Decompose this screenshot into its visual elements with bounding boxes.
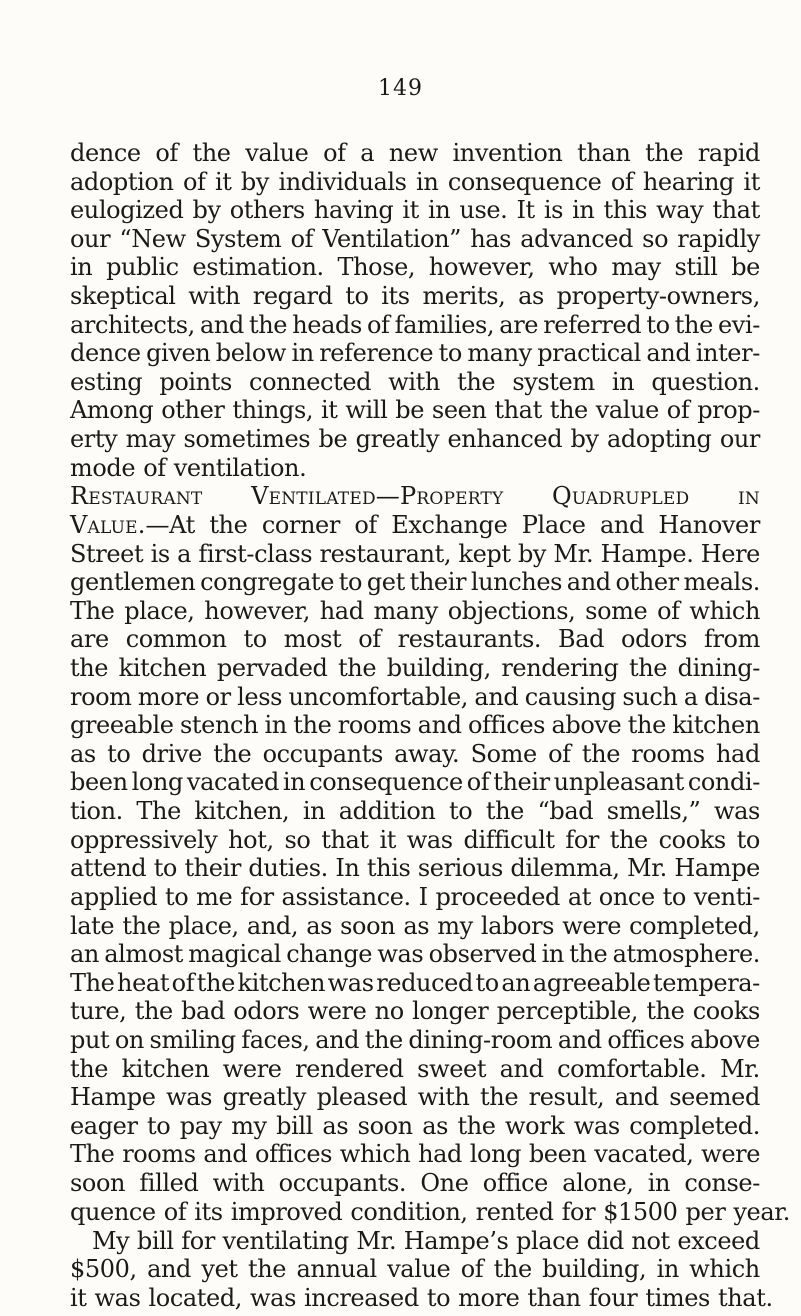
text-line: put on smiling faces, and the dining-room and offices above [70,1025,760,1054]
text-line: the kitchen were rendered sweet and comfortable. Mr. [70,1054,760,1083]
page-number: 149 [378,76,423,101]
text-line: our “New System of Ventilation” has advanced so rapidly [70,224,760,253]
text-line: in public estimation. Those, however, who may still be [70,253,760,282]
text-line: it was located, was increased to more than four times that. [70,1283,773,1312]
text-line: oppressively hot, so that it was difficult for the cooks to [70,825,760,854]
text-line: greeable stench in the rooms and offices above the kitchen [70,711,760,740]
text-line: dence of the value of a new invention than the rapid [70,139,760,167]
body-paragraph [70,539,790,1227]
text-line: The place, however, had many objections, some of which [70,596,760,625]
text-line: late the place, and, as soon as my labors were completed, [70,911,760,940]
section-heading-paragraph [70,482,760,539]
intro-paragraph [70,139,760,482]
text-line: tion. The kitchen, in addition to the “bad smells,” was [70,797,760,826]
text-line: architects, and the heads of families, are referred to the evi- [70,310,760,339]
heading-line: Value.—At the corner of Exchange Place and Hanover [70,511,760,539]
text-line: attend to their duties. In this serious dilemma, Mr. Hampe [70,854,760,883]
text-line: eager to pay my bill as soon as the work was completed. [70,1111,760,1140]
text-line: quence of its improved condition, rented for $1500 per year. [70,1197,790,1226]
text-line: adoption of it by individuals in consequence of hearing it [70,167,760,196]
text-line: esting points connected with the system in question. [70,367,760,396]
text-line: dence given below in reference to many practical and inter- [70,339,760,368]
text-line: as to drive the occupants away. Some of the rooms had [70,739,760,768]
text-line: been long vacated in consequence of their unpleasant condi- [70,768,760,797]
text-line: ture, the bad odors were no longer perceptible, the cooks [70,997,760,1026]
text-line: gentlemen congregate to get their lunches and other meals. [70,568,760,597]
text-line: Among other things, it will be seen that the value of prop- [70,396,760,425]
section-heading-cont: Value. [70,511,146,539]
text-line: room more or less uncomfortable, and causing such a disa- [70,682,760,711]
text-line: mode of ventilation. [70,453,307,482]
heading-line: Restaurant Ventilated—Property Quadrupled in [70,482,760,511]
text-line: My bill for ventilating Mr. Hampe’s place did not exceed [92,1226,760,1255]
text-line: the kitchen pervaded the building, rendering the dining- [70,654,760,683]
text-line: erty may sometimes be greatly enhanced by adopting our [70,425,760,454]
text-line: soon filled with occupants. One office alone, in conse- [70,1169,760,1197]
text-line: Hampe was greatly pleased with the result, and seemed [70,1083,760,1112]
text-line: applied to me for assistance. I proceeded at once to venti- [70,882,760,911]
closing-paragraph [70,1226,773,1313]
text-line: The rooms and offices which had long been vacated, were [70,1140,760,1169]
text-line: skeptical with regard to its merits, as property-owners, [70,282,760,311]
text-line: an almost magical change was observed in the atmosphere. [70,940,760,969]
text-line: are common to most of restaurants. Bad odors from [70,625,760,654]
text-line: Street is a first-class restaurant, kept by Mr. Hampe. Here [70,539,760,568]
text-line: The heat of the kitchen was reduced to an agreeable tempera- [70,968,760,997]
text-line: eulogized by others having it in use. It is in this way that [70,196,760,225]
text-line: $500, and yet the annual value of the building, in which [70,1255,760,1284]
